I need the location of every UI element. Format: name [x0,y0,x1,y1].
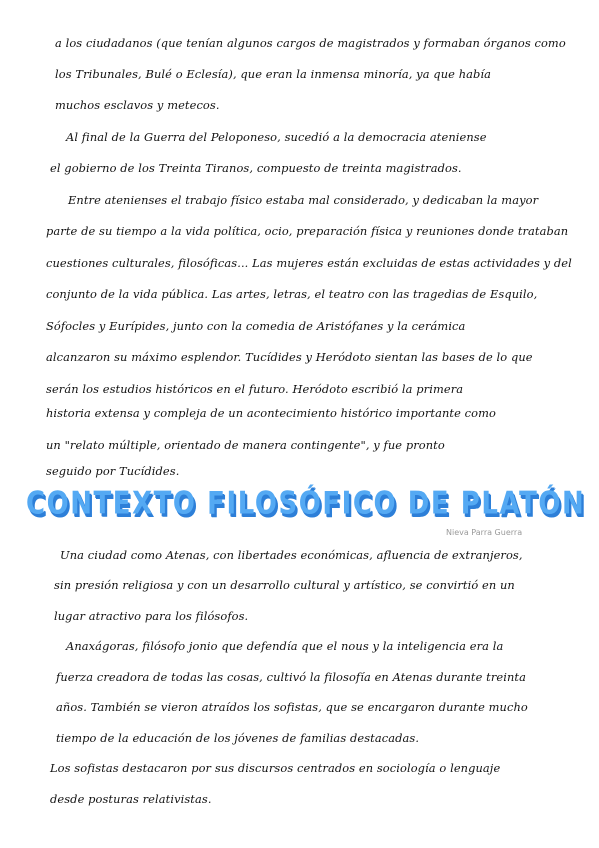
text-line-23: Los sofistas destacaron por sus discursos centrados en sociología o lenguaje [50,761,501,775]
text-line-20: fuerza creadora de todas las cosas, cultivó la filosofía en Atenas durante treinta [56,670,526,684]
text-line-6: Entre atenienses el trabajo físico estaba mal considerado, y dedicaban la mayor [68,193,539,207]
text-line-12: serán los estudios históricos en el futuro. Heródoto escribió la primera [46,382,464,396]
author-signature: Nieva Parra Guerra [446,528,523,537]
section-title: CONTEXTO FILOSÓFICO DE PLATÓN [26,484,586,522]
text-line-1: a los ciudadanos (que tenían algunos cargos de magistrados y formaban órganos como [55,36,566,50]
text-line-24: desde posturas relativistas. [50,792,212,806]
text-line-19: Anaxágoras, filósofo jonio que defendía que el nous y la inteligencia era la [66,639,504,653]
text-line-8: cuestiones culturales, filosóficas... Las mujeres están excluidas de estas actividades y del [46,256,572,270]
text-line-15: seguido por Tucídides. [46,464,180,478]
text-line-10: Sófocles y Eurípides, junto con la comedia de Aristófanes y la cerámica [46,319,466,333]
text-line-22: tiempo de la educación de los jóvenes de familias destacadas. [56,731,420,745]
text-line-14: un "relato múltiple, orientado de manera contingente", y fue pronto [46,438,445,452]
text-line-16: Una ciudad como Atenas, con libertades económicas, afluencia de extranjeros, [60,548,523,562]
text-line-3: muchos esclavos y metecos. [55,98,220,112]
text-line-13: historia extensa y compleja de un acontecimiento histórico importante como [46,406,496,420]
text-line-4: Al final de la Guerra del Peloponeso, sucedió a la democracia ateniense [66,130,487,144]
text-line-2: los Tribunales, Bulé o Eclesía), que eran la inmensa minoría, ya que había [55,67,492,81]
text-line-18: lugar atractivo para los filósofos. [54,609,249,623]
text-line-9: conjunto de la vida pública. Las artes, letras, el teatro con las tragedias de Esquilo, [46,287,538,301]
text-line-11: alcanzaron su máximo esplendor. Tucídides y Heródoto sientan las bases de lo que [46,350,533,364]
text-line-7: parte de su tiempo a la vida política, ocio, preparación física y reuniones donde trataban [46,224,569,238]
text-line-21: años. También se vieron atraídos los sofistas, que se encargaron durante mucho [56,700,528,714]
text-line-5: el gobierno de los Treinta Tiranos, compuesto de treinta magistrados. [50,161,462,175]
text-line-17: sin presión religiosa y con un desarrollo cultural y artístico, se convirtió en un [54,578,515,592]
